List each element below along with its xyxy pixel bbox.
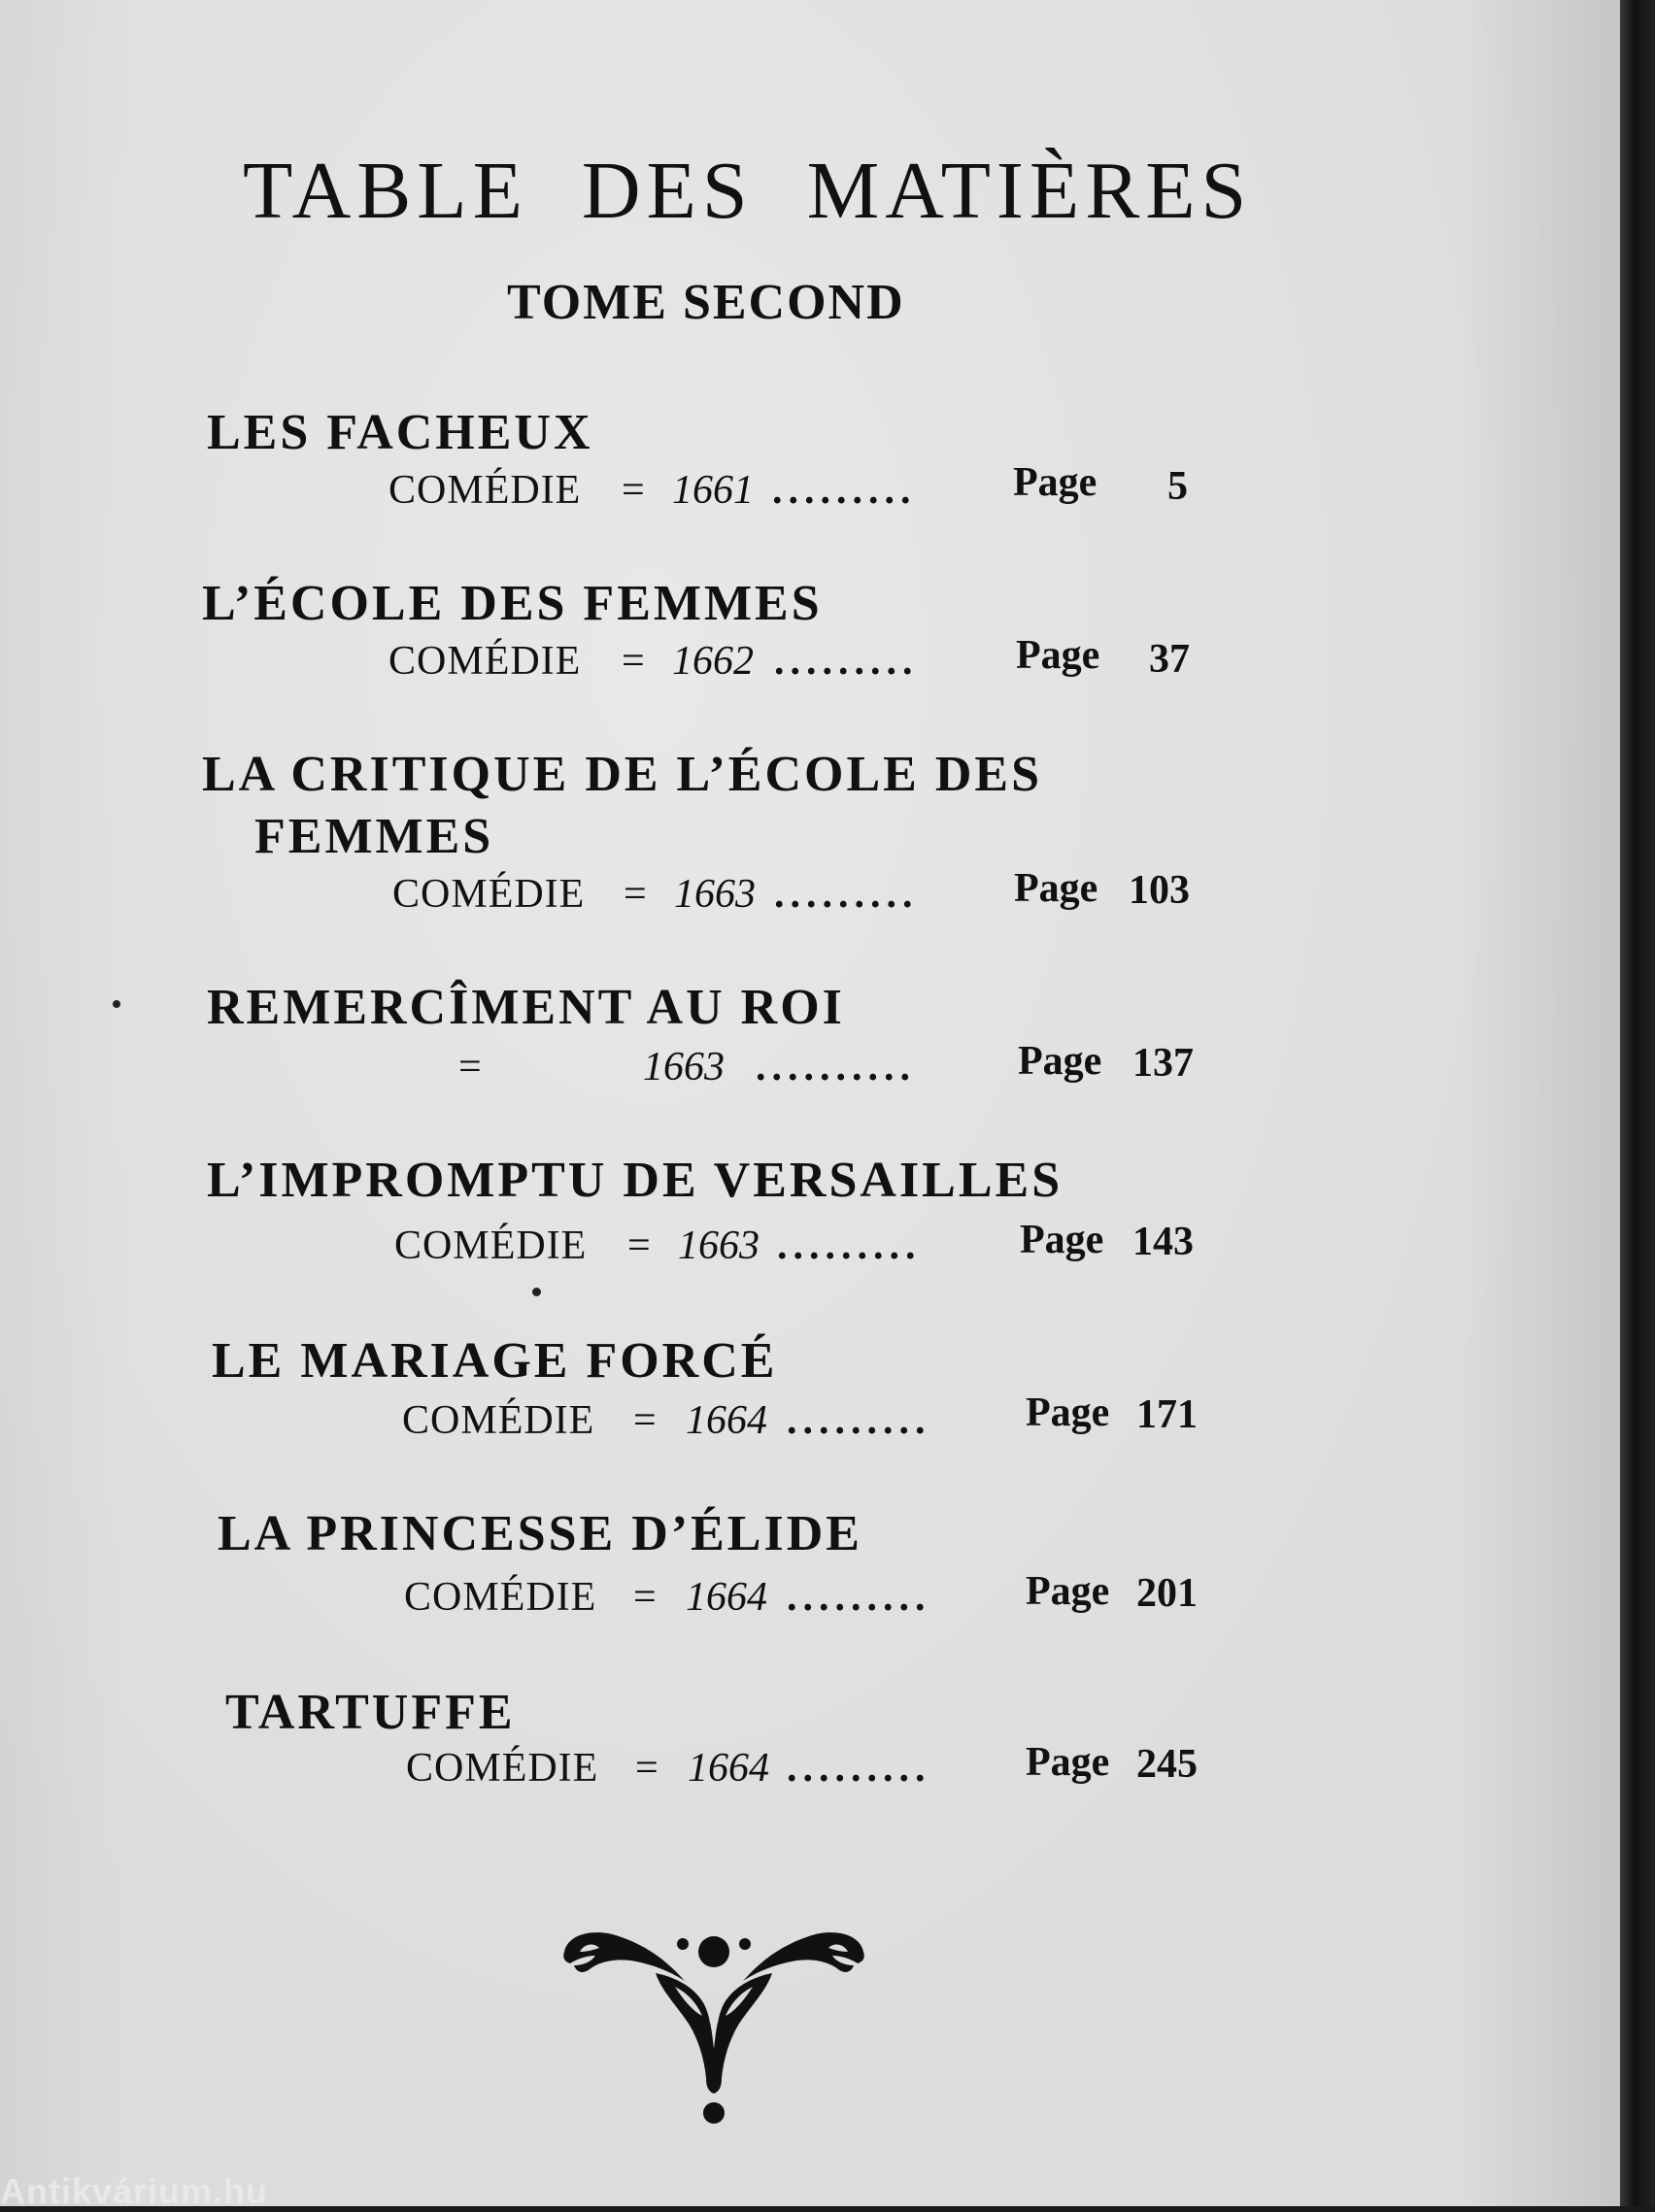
entry-leader-dots: .........	[774, 872, 919, 917]
entry-separator: =	[458, 1045, 482, 1089]
entry-page-number: 137	[1132, 1041, 1194, 1086]
entry-page-label: Page	[1026, 1569, 1110, 1614]
volume-subtitle: TOME SECOND	[507, 275, 905, 330]
fleuron-ornament	[558, 1923, 869, 2127]
entry-genre: COMÉDIE	[394, 1223, 588, 1268]
entry-year: 1662	[672, 639, 754, 684]
entry-genre: COMÉDIE	[388, 639, 582, 684]
entry-separator: =	[633, 1398, 657, 1443]
ink-speck	[113, 1000, 120, 1008]
entry-page-label: Page	[1014, 866, 1098, 911]
entry-separator: =	[624, 872, 647, 917]
entry-separator: =	[635, 1746, 659, 1791]
entry-leader-dots: .........	[787, 1746, 931, 1791]
page-title: TABLE DES MATIÈRES	[243, 146, 1253, 236]
entry-genre: COMÉDIE	[406, 1746, 599, 1791]
entry-page-number: 103	[1129, 868, 1190, 913]
entry-year: 1664	[688, 1746, 769, 1791]
entry-title: TARTUFFE	[225, 1685, 516, 1740]
ink-speck	[532, 1288, 541, 1296]
entry-genre: COMÉDIE	[402, 1398, 595, 1443]
entry-page-label: Page	[1026, 1391, 1110, 1435]
entry-title-continued: FEMMES	[254, 809, 494, 864]
entry-page-label: Page	[1016, 633, 1100, 678]
entry-title: L’IMPROMPTU DE VERSAILLES	[207, 1153, 1064, 1208]
entry-leader-dots: .........	[772, 468, 917, 513]
entry-year: 1663	[643, 1045, 725, 1089]
entry-leader-dots: .........	[774, 639, 919, 684]
entry-page-number: 5	[1167, 464, 1188, 509]
entry-page-number: 245	[1136, 1742, 1198, 1787]
entry-separator: =	[622, 639, 645, 684]
entry-title: LES FACHEUX	[207, 405, 593, 460]
entry-title: LA CRITIQUE DE L’ÉCOLE DES	[202, 747, 1042, 802]
entry-separator: =	[622, 468, 645, 513]
entry-year: 1663	[674, 872, 756, 917]
entry-page-number: 201	[1136, 1571, 1198, 1616]
entry-title: LE MARIAGE FORCÉ	[212, 1333, 778, 1389]
entry-page-label: Page	[1026, 1740, 1110, 1785]
entry-genre: COMÉDIE	[392, 872, 586, 917]
book-spine-shadow	[1620, 0, 1655, 2206]
entry-page-number: 171	[1136, 1392, 1198, 1437]
entry-leader-dots: .........	[787, 1575, 931, 1620]
entry-title: REMERCÎMENT AU ROI	[207, 980, 845, 1035]
entry-title: LA PRINCESSE D’ÉLIDE	[218, 1506, 862, 1561]
watermark-text: Antikvárium.hu	[0, 2171, 269, 2211]
entry-year: 1663	[678, 1223, 760, 1268]
entry-year: 1664	[686, 1398, 767, 1443]
entry-separator: =	[627, 1223, 651, 1268]
entry-page-label: Page	[1020, 1218, 1104, 1262]
entry-separator: =	[633, 1575, 657, 1620]
entry-page-number: 37	[1149, 637, 1190, 682]
entry-year: 1664	[686, 1575, 767, 1620]
entry-year: 1661	[672, 468, 754, 513]
entry-page-label: Page	[1018, 1039, 1102, 1084]
entry-leader-dots: .........	[777, 1223, 922, 1268]
entry-page-label: Page	[1013, 460, 1098, 505]
entry-page-number: 143	[1132, 1220, 1194, 1264]
entry-leader-dots: .........	[787, 1398, 931, 1443]
entry-genre: COMÉDIE	[404, 1575, 597, 1620]
entry-genre: COMÉDIE	[388, 468, 582, 513]
entry-title: L’ÉCOLE DES FEMMES	[202, 576, 823, 631]
entry-leader-dots: ..........	[756, 1045, 916, 1089]
